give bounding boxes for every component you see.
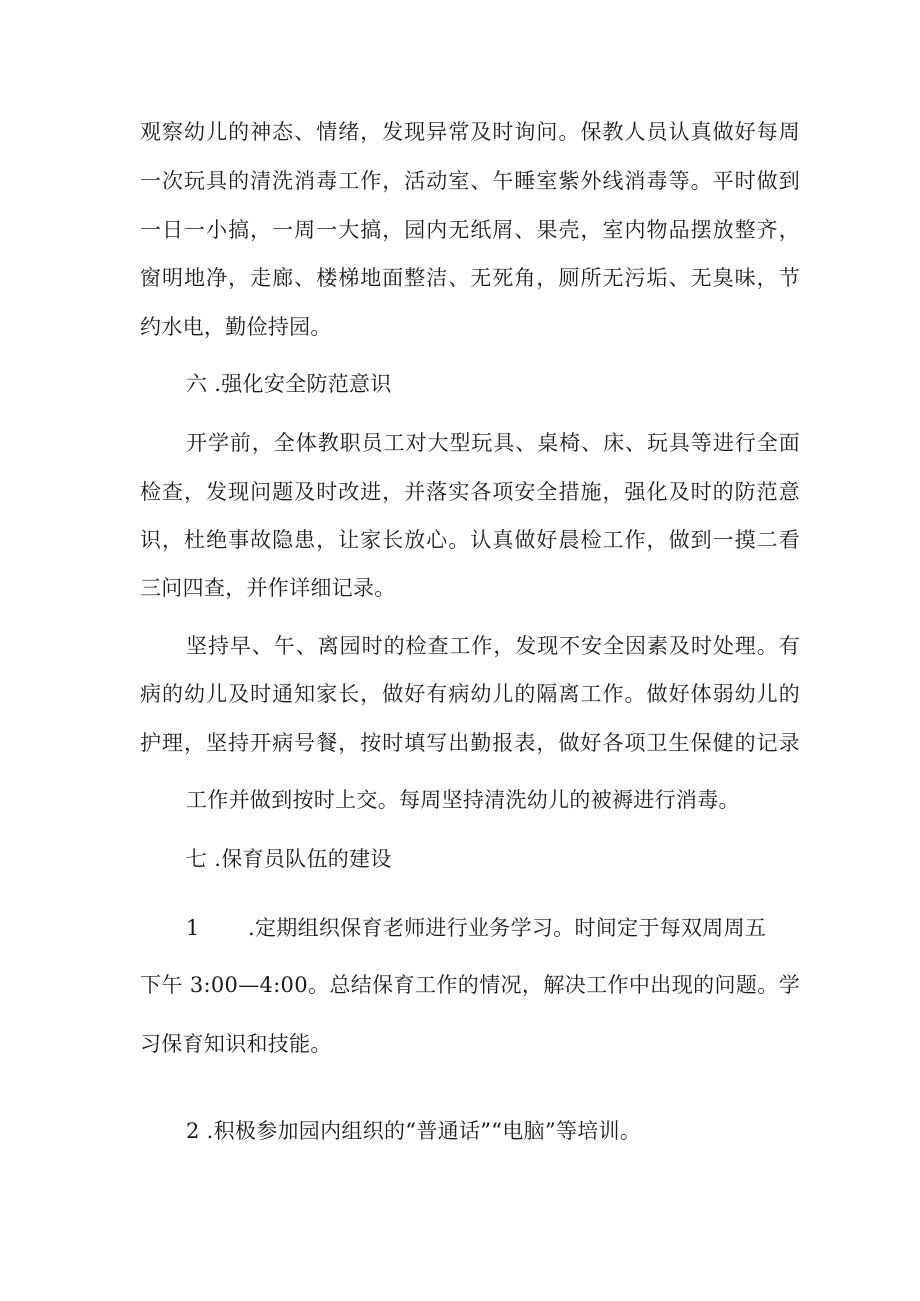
item-1-number: 1 bbox=[186, 916, 200, 940]
para-c-line-2: 病的幼儿及时通知家长，做好有病幼儿的隔离工作。做好体弱幼儿的 bbox=[140, 682, 800, 706]
item-1-line-1: .定期组织保育老师进行业务学习。时间定于每双周周五 bbox=[248, 916, 767, 940]
para-b-line-2: 检查，发现问题及时改进，并落实各项安全措施，强化及时的防范意 bbox=[140, 480, 800, 504]
para-c-line-3: 护理，坚持开病号餐，按时填写出勤报表，做好各项卫生保健的记录 bbox=[140, 731, 800, 755]
para-c-line-1: 坚持早、午、离园时的检查工作，发现不安全因素及时处理。有 bbox=[186, 634, 800, 658]
section-heading-6: 六 .强化安全防范意识 bbox=[186, 372, 392, 396]
item-1-line-2: 下午 3:00—4:00。总结保育工作的情况，解决工作中出现的问题。学 bbox=[140, 973, 800, 997]
section-heading-7: 七 .保育员队伍的建设 bbox=[186, 847, 392, 871]
para-b-line-3: 识，杜绝事故隐患，让家长放心。认真做好晨检工作，做到一摸二看 bbox=[140, 528, 800, 552]
para-a-line-2: 一次玩具的清洗消毒工作，活动室、午睡室紫外线消毒等。平时做到 bbox=[140, 169, 800, 193]
para-a-line-5: 约水电，勤俭持园。 bbox=[140, 315, 332, 339]
para-b-line-1: 开学前，全体教职员工对大型玩具、桌椅、床、玩具等进行全面 bbox=[186, 431, 800, 455]
para-a-line-1: 观察幼儿的神态、情绪，发现异常及时询问。保教人员认真做好每周 bbox=[140, 120, 800, 144]
item-2-line: 2 .积极参加园内组织的“普通话”“电脑”等培训。 bbox=[186, 1119, 642, 1143]
para-a-line-4: 窗明地净，走廊、楼梯地面整洁、无死角，厕所无污垢、无臭味，节 bbox=[140, 266, 800, 290]
para-b-line-4: 三问四查，并作详细记录。 bbox=[140, 576, 396, 600]
para-a-line-3: 一日一小搞，一周一大搞，园内无纸屑、果壳，室内物品摆放整齐， bbox=[140, 218, 800, 242]
para-c-line-4: 工作并做到按时上交。每周坚持清洗幼儿的被褥进行消毒。 bbox=[186, 788, 740, 812]
item-1-line-3: 习保育知识和技能。 bbox=[140, 1032, 332, 1056]
